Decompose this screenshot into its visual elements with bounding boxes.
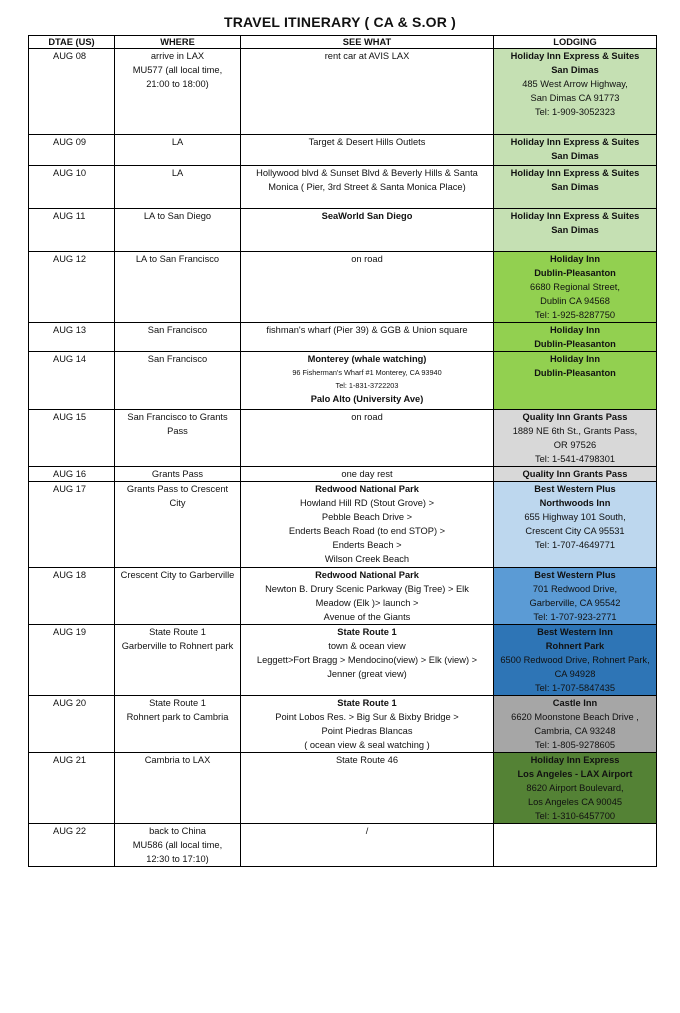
table-row	[29, 467, 657, 482]
lodging-line: 701 Redwood Drive,	[532, 584, 618, 594]
where-line: 12:30 to 17:10)	[146, 854, 209, 864]
cell-see-what	[241, 753, 494, 824]
see-line: ( ocean view & seal watching )	[304, 740, 430, 750]
table-row	[29, 209, 657, 252]
lodging-line: Tel: 1-707-923-2771	[533, 612, 617, 622]
lodging-line: San Dimas CA 91773	[530, 93, 620, 103]
table-row	[29, 410, 657, 467]
lodging-line: Best Western Plus	[534, 484, 616, 494]
lodging-line: Holiday Inn Express & Suites	[510, 137, 640, 147]
where-line: San Francisco	[147, 325, 208, 335]
cell-date: AUG 10	[29, 166, 115, 209]
table-row	[29, 252, 657, 323]
lodging-line: Tel: 1-310-6457700	[534, 811, 616, 821]
lodging-line: 6680 Regional Street,	[530, 282, 620, 292]
see-line: Point Piedras Blancas	[321, 726, 413, 736]
see-line: Monterey (whale watching)	[307, 354, 427, 364]
cell-date: AUG 15	[29, 410, 115, 467]
cell-lodging	[494, 824, 657, 867]
see-line: rent car at AVIS LAX	[324, 51, 410, 61]
cell-where	[115, 352, 241, 410]
cell-see-what	[241, 252, 494, 323]
itinerary-table	[28, 35, 657, 867]
where-line: LA to San Francisco	[135, 254, 220, 264]
cell-where	[115, 166, 241, 209]
see-line: Redwood National Park	[315, 570, 419, 580]
where-line: Grants Pass to Crescent	[126, 484, 229, 494]
lodging-line: Los Angeles - LAX Airport	[517, 769, 633, 779]
cell-where	[115, 135, 241, 166]
cell-date: AUG 19	[29, 625, 115, 696]
where-line: MU577 (all local time,	[132, 65, 223, 75]
where-line: Crescent City to Garberville	[120, 570, 235, 580]
table-row	[29, 482, 657, 568]
cell-date: AUG 11	[29, 209, 115, 252]
cell-see-what	[241, 209, 494, 252]
cell-date: AUG 21	[29, 753, 115, 824]
table-row	[29, 135, 657, 166]
lodging-line: Quality Inn Grants Pass	[522, 412, 628, 422]
itinerary-title: TRAVEL ITINERARY ( CA & S.OR )	[223, 14, 457, 30]
cell-see-what	[241, 696, 494, 753]
table-row	[29, 824, 657, 867]
lodging-line: Holiday Inn	[549, 254, 601, 264]
where-line: State Route 1	[149, 627, 206, 637]
lodging-line: 6620 Moonstone Beach Drive ,	[511, 712, 639, 722]
header-lodging: LODGING	[494, 36, 657, 49]
lodging-line: Best Western Inn	[537, 627, 613, 637]
lodging-line: Dublin CA 94568	[540, 296, 610, 306]
see-line: on road	[351, 254, 383, 264]
see-line: Jenner (great view)	[327, 669, 407, 679]
cell-see-what	[241, 323, 494, 352]
see-line: Palo Alto (University Ave)	[310, 394, 424, 404]
table-row	[29, 753, 657, 824]
cell-lodging	[494, 252, 657, 323]
see-line: Tel: 1-831-3722203	[335, 381, 399, 390]
cell-lodging	[494, 568, 657, 625]
cell-date: AUG 18	[29, 568, 115, 625]
see-line: Point Lobos Res. > Big Sur & Bixby Bridge >	[275, 712, 459, 722]
table-row	[29, 323, 657, 352]
see-line: State Route 1	[337, 698, 397, 708]
cell-see-what	[241, 49, 494, 135]
cell-lodging	[494, 135, 657, 166]
cell-see-what	[241, 625, 494, 696]
lodging-line: OR 97526	[553, 440, 597, 450]
header-see-what: SEE WHAT	[241, 36, 494, 49]
lodging-line: Tel: 1-707-4649771	[534, 540, 616, 550]
lodging-line: Holiday Inn Express	[530, 755, 620, 765]
cell-date: AUG 22	[29, 824, 115, 867]
see-line: fishman's wharf (Pier 39) & GGB & Union square	[266, 325, 468, 335]
where-line: Pass	[167, 426, 188, 436]
lodging-line: Northwoods Inn	[539, 498, 611, 508]
cell-where	[115, 410, 241, 467]
lodging-line: Holiday Inn Express & Suites	[510, 168, 640, 178]
see-line: Avenue of the Giants	[323, 612, 411, 622]
itinerary-body	[29, 49, 657, 867]
lodging-line: Cambria, CA 93248	[534, 726, 616, 736]
cell-where	[115, 252, 241, 323]
where-line: arrive in LAX	[150, 51, 205, 61]
cell-date: AUG 17	[29, 482, 115, 568]
table-row	[29, 696, 657, 753]
table-row	[29, 352, 657, 410]
table-row	[29, 568, 657, 625]
see-line: one day rest	[341, 469, 393, 479]
where-line: Cambria to LAX	[144, 755, 211, 765]
where-line: back to China	[149, 826, 206, 836]
cell-date: AUG 12	[29, 252, 115, 323]
lodging-line: Tel: 1-805-9278605	[534, 740, 616, 750]
cell-date: AUG 16	[29, 467, 115, 482]
cell-where	[115, 49, 241, 135]
where-line: LA to San Diego	[143, 211, 212, 221]
see-line: Meadow (Elk )> launch >	[315, 598, 419, 608]
lodging-line: 1889 NE 6th St., Grants Pass,	[512, 426, 638, 436]
cell-see-what	[241, 166, 494, 209]
cell-lodging	[494, 467, 657, 482]
where-line: State Route 1	[149, 698, 206, 708]
lodging-line: Dublin-Pleasanton	[534, 368, 616, 378]
cell-lodging	[494, 323, 657, 352]
cell-where	[115, 625, 241, 696]
cell-date: AUG 08	[29, 49, 115, 135]
cell-lodging	[494, 625, 657, 696]
where-line: San Francisco to Grants	[127, 412, 228, 422]
cell-lodging	[494, 753, 657, 824]
where-line: LA	[171, 137, 184, 147]
lodging-line: Holiday Inn	[549, 325, 601, 335]
see-line: Pebble Beach Drive >	[321, 512, 413, 522]
lodging-line: 8620 Airport Boulevard,	[526, 783, 624, 793]
table-row	[29, 49, 657, 135]
lodging-line: Dublin-Pleasanton	[534, 339, 616, 349]
lodging-line: Holiday Inn Express & Suites	[510, 51, 640, 61]
cell-see-what	[241, 352, 494, 410]
where-line: 21:00 to 18:00)	[146, 79, 209, 89]
cell-see-what	[241, 568, 494, 625]
cell-where	[115, 824, 241, 867]
lodging-line: Crescent City CA 95531	[525, 526, 625, 536]
lodging-line: CA 94928	[554, 669, 596, 679]
see-line: Wilson Creek Beach	[324, 554, 410, 564]
lodging-line: Tel: 1-909-3052323	[534, 107, 616, 117]
lodging-line: Holiday Inn	[549, 354, 601, 364]
lodging-line: 6500 Redwood Drive, Rohnert Park,	[500, 655, 650, 665]
cell-where	[115, 696, 241, 753]
cell-lodging	[494, 696, 657, 753]
see-line: /	[365, 826, 369, 836]
see-line: Enderts Beach Road (to end STOP) >	[288, 526, 446, 536]
where-line: Garberville to Rohnert park	[121, 641, 234, 651]
header-date: DTAE (US)	[29, 36, 115, 49]
cell-date: AUG 13	[29, 323, 115, 352]
cell-date: AUG 20	[29, 696, 115, 753]
where-line: MU586 (all local time,	[132, 840, 223, 850]
cell-lodging	[494, 410, 657, 467]
cell-date: AUG 09	[29, 135, 115, 166]
where-line: San Francisco	[147, 354, 208, 364]
lodging-line: Garberville, CA 95542	[529, 598, 621, 608]
where-line: City	[169, 498, 186, 508]
lodging-line: San Dimas	[551, 225, 599, 235]
see-line: Enderts Beach >	[332, 540, 402, 550]
cell-see-what	[241, 467, 494, 482]
where-line: Rohnert park to Cambria	[126, 712, 229, 722]
see-line: Hollywood blvd & Sunset Blvd & Beverly Hills & Santa	[256, 168, 478, 178]
lodging-line: San Dimas	[551, 182, 599, 192]
lodging-line: 655 Highway 101 South,	[524, 512, 626, 522]
lodging-line: Tel: 1-925-8287750	[534, 310, 616, 320]
see-line: on road	[351, 412, 383, 422]
cell-see-what	[241, 410, 494, 467]
see-line: Target & Desert Hills Outlets	[308, 137, 426, 147]
see-line: Leggett>Fort Bragg > Mendocino(view) > Elk (view) >	[256, 655, 478, 665]
where-line: Grants Pass	[151, 469, 204, 479]
cell-where	[115, 568, 241, 625]
lodging-line: 485 West Arrow Highway,	[522, 79, 628, 89]
where-line: LA	[171, 168, 184, 178]
cell-lodging	[494, 482, 657, 568]
see-line: town & ocean view	[328, 641, 406, 651]
header-where: WHERE	[115, 36, 241, 49]
lodging-line: Holiday Inn Express & Suites	[510, 211, 640, 221]
cell-see-what	[241, 482, 494, 568]
cell-see-what	[241, 135, 494, 166]
lodging-line: San Dimas	[551, 151, 599, 161]
cell-lodging	[494, 352, 657, 410]
see-line: Redwood National Park	[315, 484, 419, 494]
lodging-line: Tel: 1-707-5847435	[534, 683, 616, 693]
lodging-line: San Dimas	[551, 65, 599, 75]
cell-where	[115, 753, 241, 824]
lodging-line: Quality Inn Grants Pass	[522, 469, 628, 479]
cell-where	[115, 482, 241, 568]
lodging-line: Tel: 1-541-4798301	[534, 454, 616, 464]
cell-lodging	[494, 209, 657, 252]
see-line: State Route 46	[335, 755, 399, 765]
lodging-line: Best Western Plus	[534, 570, 616, 580]
cell-where	[115, 323, 241, 352]
cell-lodging	[494, 49, 657, 135]
see-line: Howland Hill RD (Stout Grove) >	[299, 498, 435, 508]
see-line: State Route 1	[337, 627, 397, 637]
cell-lodging	[494, 166, 657, 209]
table-row	[29, 166, 657, 209]
cell-date: AUG 14	[29, 352, 115, 410]
cell-where	[115, 467, 241, 482]
lodging-line: Castle Inn	[552, 698, 598, 708]
see-line: SeaWorld San Diego	[321, 211, 413, 221]
table-row	[29, 625, 657, 696]
see-line: Monica ( Pier, 3rd Street & Santa Monica Place)	[268, 182, 466, 192]
cell-where	[115, 209, 241, 252]
header-row	[29, 36, 657, 49]
see-line: 96 Fisherman's Wharf #1 Monterey, CA 93940	[292, 368, 442, 377]
see-line: Newton B. Drury Scenic Parkway (Big Tree) > Elk	[265, 584, 469, 594]
lodging-line: Los Angeles CA 90045	[527, 797, 623, 807]
lodging-line: Rohnert Park	[545, 641, 605, 651]
cell-see-what	[241, 824, 494, 867]
lodging-line: Dublin-Pleasanton	[534, 268, 616, 278]
